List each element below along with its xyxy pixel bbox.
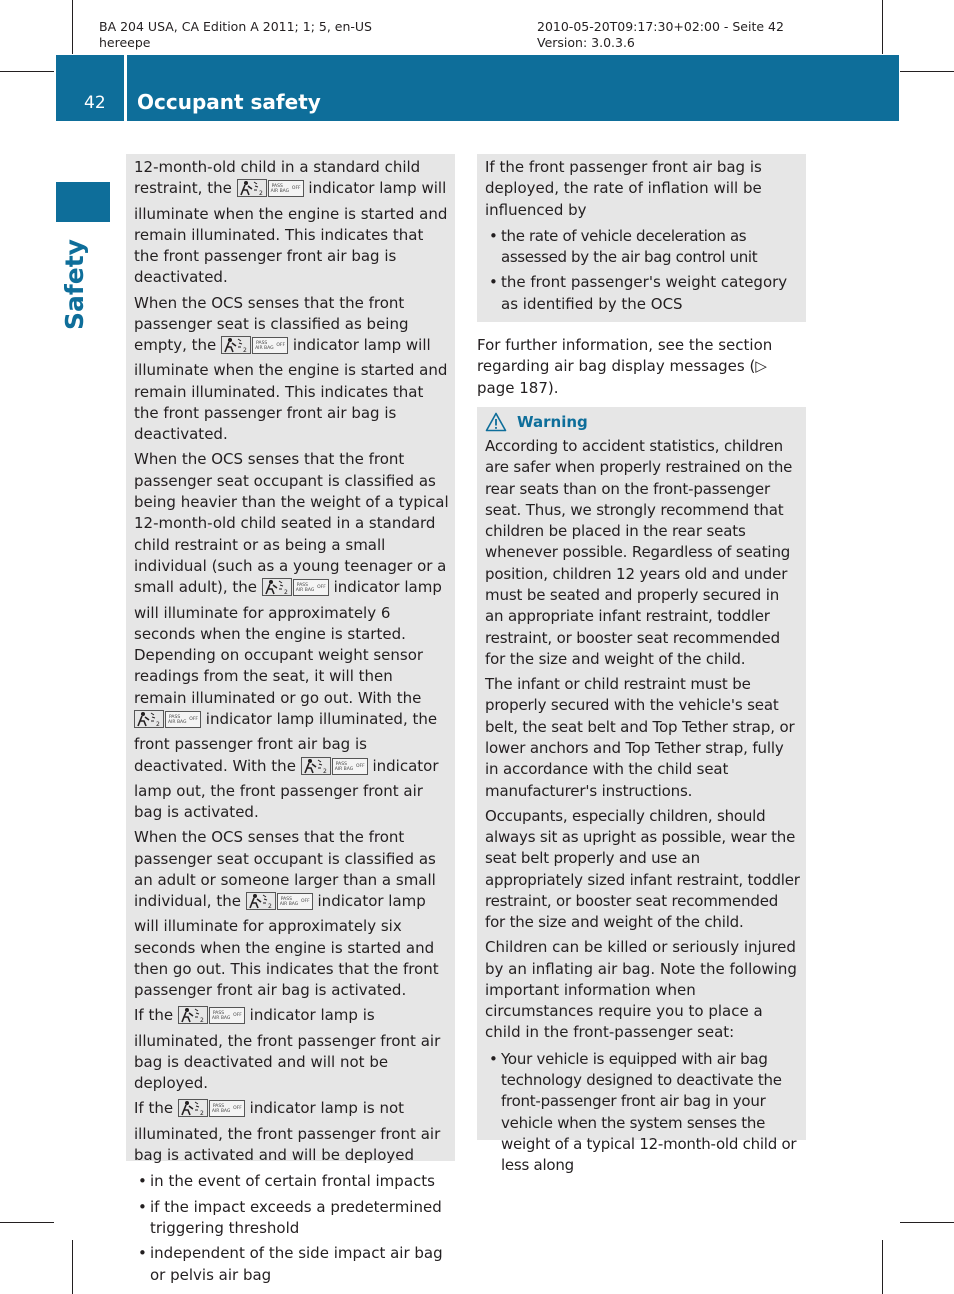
inflation-info-box: [477, 154, 806, 322]
paragraph: 12-month-old child in a standard child restraint, the 2 PASS AIR BAG OFF indicator lamp will illuminate when the engine is started and remain illuminated. This indicates that the front passenger front air bag is deactivated.: [134, 158, 448, 287]
list-item: • if the impact exceeds a predetermined triggering threshold: [134, 1197, 449, 1240]
crop-mark: [900, 71, 954, 72]
svg-text:2: 2: [322, 767, 327, 775]
seat-occupant-icon: [178, 1006, 208, 1024]
pass-airbag-off-indicator: [178, 1099, 245, 1123]
paragraph: If the front passenger front air bag is deployed, the rate of inflation will be influenced by: [485, 158, 762, 219]
paragraph: When the OCS senses that the front passenger seat occupant is classified as being heavier than the weight of a typical 12-month-old child seated in a standard child restraint or as being a small individual (such as a young teenager or a small adult), the 2 PASS AIR BAG OFF indicator lamp will illuminate for approximately 6 seconds when the engine is started. Depending on occupant weight sensor readings from the seat, it will then remain illuminated or go out. With the 2 PASS AIR BAG OFF indicator lamp illuminated, the front passenger front air bag is deactivated. With the 2 PASS AIR BAG OFF indicator lamp out, the front passenger front air bag is activated.: [134, 450, 449, 822]
pass-airbag-off-indicator: [246, 892, 313, 916]
seat-occupant-icon: [221, 336, 251, 354]
paragraph: According to accident statistics, children are safer when properly restrained on the rear seats than on the front-passenger seat. Thus, we strongly recommend that children be placed in the rear seats whenever possible. Regardless of seating position, children 12 years old and under must be seated and properly secured in an appropriate infant restraint, toddler restraint, or booster seat recommended for the size and weight of the child.: [485, 437, 793, 668]
meta-timestamp: 2010-05-20T09:17:30+02:00 - Seite 42: [537, 19, 784, 34]
crop-mark: [72, 1240, 73, 1294]
print-meta-right: [537, 19, 784, 51]
pass-airbag-off-label: PASS AIR BAG OFF: [209, 1100, 245, 1117]
pass-airbag-off-indicator: [134, 710, 201, 734]
page-number: 42: [84, 93, 106, 113]
seat-occupant-icon: [237, 179, 267, 197]
seat-occupant-icon: [301, 757, 331, 775]
meta-version: Version: 3.0.3.6: [537, 35, 635, 50]
pass-airbag-off-indicator: [262, 578, 329, 602]
seat-occupant-icon: [262, 578, 292, 596]
warning-box: [477, 407, 806, 1175]
list-item: • independent of the side impact air bag or pelvis air bag: [134, 1243, 449, 1286]
pass-airbag-off-indicator: [237, 179, 304, 203]
pass-airbag-off-label: PASS AIR BAG OFF: [252, 337, 288, 354]
pass-airbag-off-label: PASS AIR BAG OFF: [277, 893, 313, 910]
crop-mark: [72, 0, 73, 54]
bullet-list: [134, 1171, 449, 1285]
warning-heading: [485, 410, 800, 434]
pass-airbag-off-indicator: [221, 336, 288, 360]
warning-title: Warning: [517, 412, 588, 431]
svg-text:2: 2: [267, 903, 272, 911]
paragraph: If the 2 PASS AIR BAG OFF indicator lamp is not illuminated, the front passenger front air bag is activated and will be deployed: [134, 1099, 441, 1165]
pass-airbag-off-label: PASS AIR BAG OFF: [268, 180, 304, 197]
svg-text:2: 2: [199, 1017, 204, 1025]
pass-airbag-off-label: PASS AIR BAG OFF: [209, 1007, 245, 1024]
paragraph: Children can be killed or seriously injured by an inflating air bag. Note the following important information when circumstances require you to place a child in the front-passenger seat:: [485, 938, 797, 1042]
paragraph: When the OCS senses that the front passenger seat occupant is classified as an adult or someone larger than a small individual, the 2 PASS AIR BAG OFF indicator lamp will illuminate for approximately six seconds when the engine is started and then go out. This indicates that the front passenger front air bag is activated.: [134, 828, 439, 1000]
list-item: • the rate of vehicle deceleration as assessed by the air bag control unit: [485, 226, 800, 269]
left-info-box: [126, 154, 455, 1284]
list-item: • Your vehicle is equipped with air bag technology designed to deactivate the front-passenger front air bag in your vehicle when the system senses the weight of a typical 12-month-old child or less along: [485, 1049, 800, 1177]
crop-mark: [882, 1240, 883, 1294]
paragraph: If the 2 PASS AIR BAG OFF indicator lamp is illuminated, the front passenger front air bag is deactivated and will not be deployed.: [134, 1006, 441, 1093]
pass-airbag-off-indicator: [301, 757, 368, 781]
print-meta-left: [99, 19, 372, 51]
pass-airbag-off-indicator: [178, 1006, 245, 1030]
list-item: • in the event of certain frontal impacts: [134, 1171, 449, 1192]
pass-airbag-off-label: PASS AIR BAG OFF: [332, 758, 368, 775]
meta-edition: BA 204 USA, CA Edition A 2011; 1; 5, en-US: [99, 19, 372, 34]
paragraph: For further information, see the section regarding air bag display messages (▷ page 187).: [477, 336, 773, 397]
seat-occupant-icon: [246, 892, 276, 910]
svg-text:2: 2: [156, 721, 160, 729]
svg-text:2: 2: [283, 589, 288, 597]
paragraph: The infant or child restraint must be properly secured with the vehicle's seat belt, the seat belt and Top Tether strap, or lower anchors and Top Tether strap, fully in accordance with the child seat manufacturer's instructions.: [485, 675, 795, 800]
crop-mark: [900, 1222, 954, 1223]
crop-mark: [882, 0, 883, 54]
seat-occupant-icon: [134, 710, 164, 728]
svg-text:2: 2: [243, 347, 247, 355]
chapter-label: Safety: [60, 239, 89, 330]
section-title: Occupant safety: [137, 90, 321, 114]
crop-mark: [0, 1222, 54, 1223]
warning-triangle-icon: [485, 412, 507, 432]
paragraph: When the OCS senses that the front passenger seat is classified as being empty, the 2 PASS AIR BAG OFF indicator lamp will illuminate when the engine is started and remain illuminated. This indicates that the front passenger front air bag is deactivated.: [134, 293, 448, 444]
pass-airbag-off-label: PASS AIR BAG OFF: [165, 711, 201, 728]
bullet-list: [485, 226, 800, 315]
svg-text:2: 2: [199, 1110, 204, 1118]
crop-mark: [0, 71, 54, 72]
meta-user: hereepe: [99, 35, 151, 50]
header-separator: [124, 55, 127, 121]
svg-text:2: 2: [258, 190, 263, 198]
further-info: [477, 335, 807, 403]
seat-occupant-icon: [178, 1099, 208, 1117]
chapter-tab-marker: [56, 182, 110, 222]
paragraph: Occupants, especially children, should always sit as upright as possible, wear the seat belt properly and use an appropriately sized infant restraint, toddler restraint, or booster seat recommended for the size and weight of the child.: [485, 806, 800, 932]
list-item: • the front passenger's weight category as identified by the OCS: [485, 272, 800, 315]
bullet-list: [485, 1049, 800, 1177]
pass-airbag-off-label: PASS AIR BAG OFF: [293, 579, 329, 596]
